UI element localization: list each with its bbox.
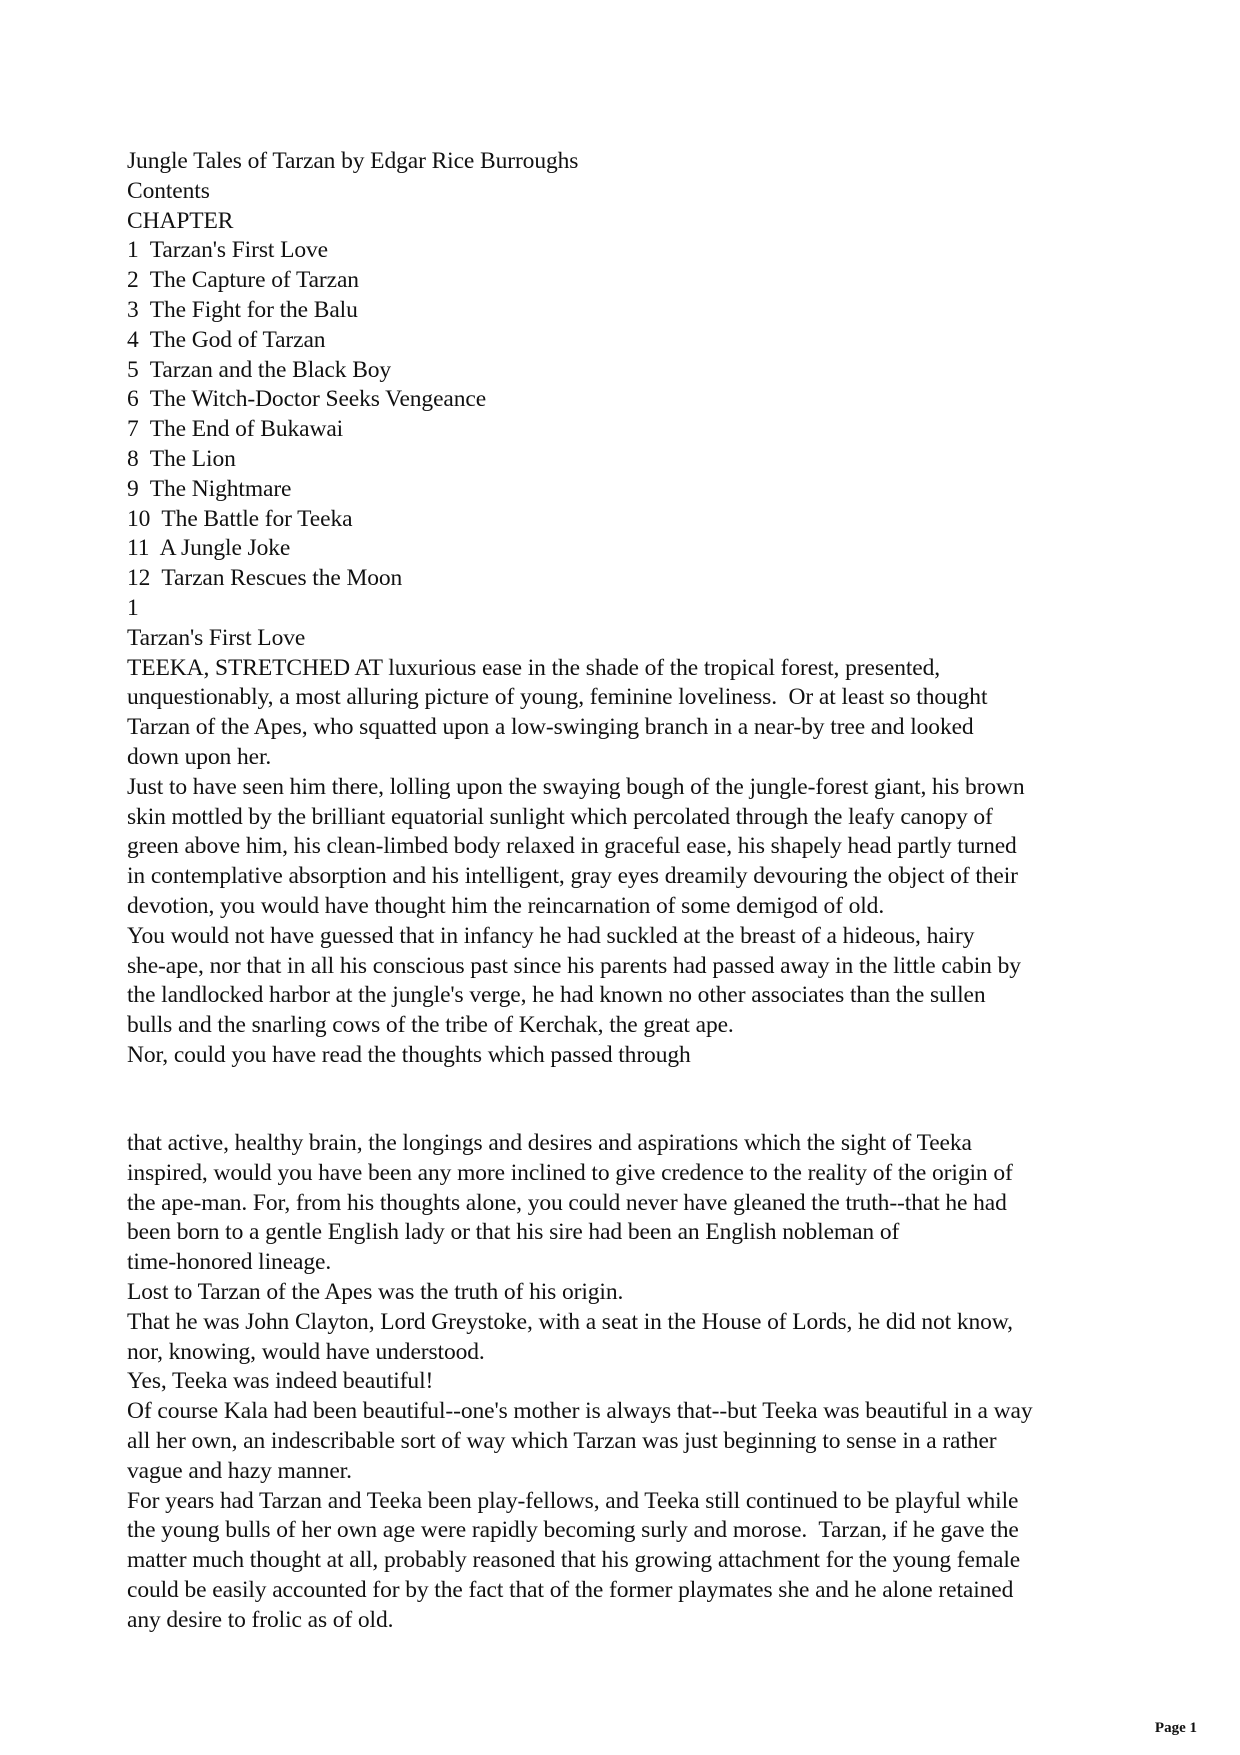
- text-line: Just to have seen him there, lolling upon the swaying bough of the jungle-forest giant, his brown: [127, 773, 1025, 800]
- text-line: vague and hazy manner.: [127, 1457, 352, 1484]
- text-line: time-honored lineage.: [127, 1249, 332, 1276]
- toc-entry-6: 6 The Witch-Doctor Seeks Vengeance: [127, 386, 487, 413]
- text-line: TEEKA, STRETCHED AT luxurious ease in the shade of the tropical forest, presented,: [127, 654, 941, 681]
- text-line: inspired, would you have been any more inclined to give credence to the reality of the origin of: [127, 1159, 1013, 1186]
- text-line: devotion, you would have thought him the reincarnation of some demigod of old.: [127, 892, 885, 919]
- text-line: down upon her.: [127, 743, 272, 770]
- text-line: matter much thought at all, probably reasoned that his growing attachment for the young female: [127, 1547, 1021, 1574]
- toc-entry-5: 5 Tarzan and the Black Boy: [127, 356, 392, 383]
- text-line: skin mottled by the brilliant equatorial sunlight which percolated through the leafy canopy of: [127, 803, 993, 830]
- text-line: Tarzan of the Apes, who squatted upon a low-swinging branch in a near-by tree and looked: [127, 714, 974, 741]
- text-line: Of course Kala had been beautiful--one's mother is always that--but Teeka was beautiful in a way: [127, 1398, 1033, 1425]
- text-line: all her own, an indescribable sort of way which Tarzan was just beginning to sense in a rather: [127, 1427, 997, 1454]
- text-line: the ape-man. For, from his thoughts alone, you could never have gleaned the truth--that he had: [127, 1189, 1007, 1216]
- toc-entry-11: 11 A Jungle Joke: [127, 535, 291, 562]
- text-line: nor, knowing, would have understood.: [127, 1338, 485, 1365]
- text-line: Nor, could you have read the thoughts which passed through: [127, 1041, 691, 1068]
- toc-entry-2: 2 The Capture of Tarzan: [127, 267, 359, 294]
- page-number: Page 1: [1154, 1720, 1197, 1736]
- chapter-heading: CHAPTER: [127, 207, 234, 234]
- toc-entry-10: 10 The Battle for Teeka: [127, 505, 353, 532]
- text-line: been born to a gentle English lady or that his sire had been an English nobleman of: [127, 1219, 900, 1246]
- toc-entry-4: 4 The God of Tarzan: [127, 326, 326, 353]
- text-line: green above him, his clean-limbed body relaxed in graceful ease, his shapely head partly turned: [127, 833, 1017, 860]
- contents-heading: Contents: [127, 177, 210, 204]
- text-line: Lost to Tarzan of the Apes was the truth of his origin.: [127, 1278, 624, 1305]
- text-line: in contemplative absorption and his intelligent, gray eyes dreamily devouring the object of their: [127, 863, 1018, 890]
- text-block-top: [127, 147, 1117, 1071]
- text-line: the young bulls of her own age were rapidly becoming surly and morose. Tarzan, if he gave the: [127, 1517, 1019, 1544]
- chapter-number: 1: [127, 594, 139, 621]
- text-block-bottom: [127, 1129, 1117, 1636]
- text-line: That he was John Clayton, Lord Greystoke, with a seat in the House of Lords, he did not know,: [127, 1308, 1013, 1335]
- text-line: she-ape, nor that in all his conscious past since his parents had passed away in the little cabin by: [127, 952, 1021, 979]
- toc-entry-12: 12 Tarzan Rescues the Moon: [127, 565, 403, 592]
- text-line: that active, healthy brain, the longings and desires and aspirations which the sight of Teeka: [127, 1130, 972, 1156]
- text-line: any desire to frolic as of old.: [127, 1606, 394, 1633]
- text-line: For years had Tarzan and Teeka been play-fellows, and Teeka still continued to be playful while: [127, 1487, 1019, 1514]
- toc-entry-1: 1 Tarzan's First Love: [127, 237, 328, 264]
- book-title-line: Jungle Tales of Tarzan by Edgar Rice Burroughs: [127, 148, 579, 174]
- chapter-title: Tarzan's First Love: [127, 624, 306, 651]
- text-line: Yes, Teeka was indeed beautiful!: [127, 1368, 434, 1395]
- text-line: the landlocked harbor at the jungle's verge, he had known no other associates than the sullen: [127, 982, 986, 1009]
- text-line: bulls and the snarling cows of the tribe of Kerchak, the great ape.: [127, 1012, 734, 1039]
- toc-entry-7: 7 The End of Bukawai: [127, 416, 344, 443]
- text-line: unquestionably, a most alluring picture of young, feminine loveliness. Or at least so thought: [127, 684, 988, 711]
- text-line: could be easily accounted for by the fact that of the former playmates she and he alone retained: [127, 1576, 1014, 1603]
- toc-entry-3: 3 The Fight for the Balu: [127, 296, 358, 323]
- toc-entry-9: 9 The Nightmare: [127, 475, 292, 502]
- text-line: You would not have guessed that in infancy he had suckled at the breast of a hideous, hairy: [127, 922, 975, 949]
- toc-entry-8: 8 The Lion: [127, 445, 236, 472]
